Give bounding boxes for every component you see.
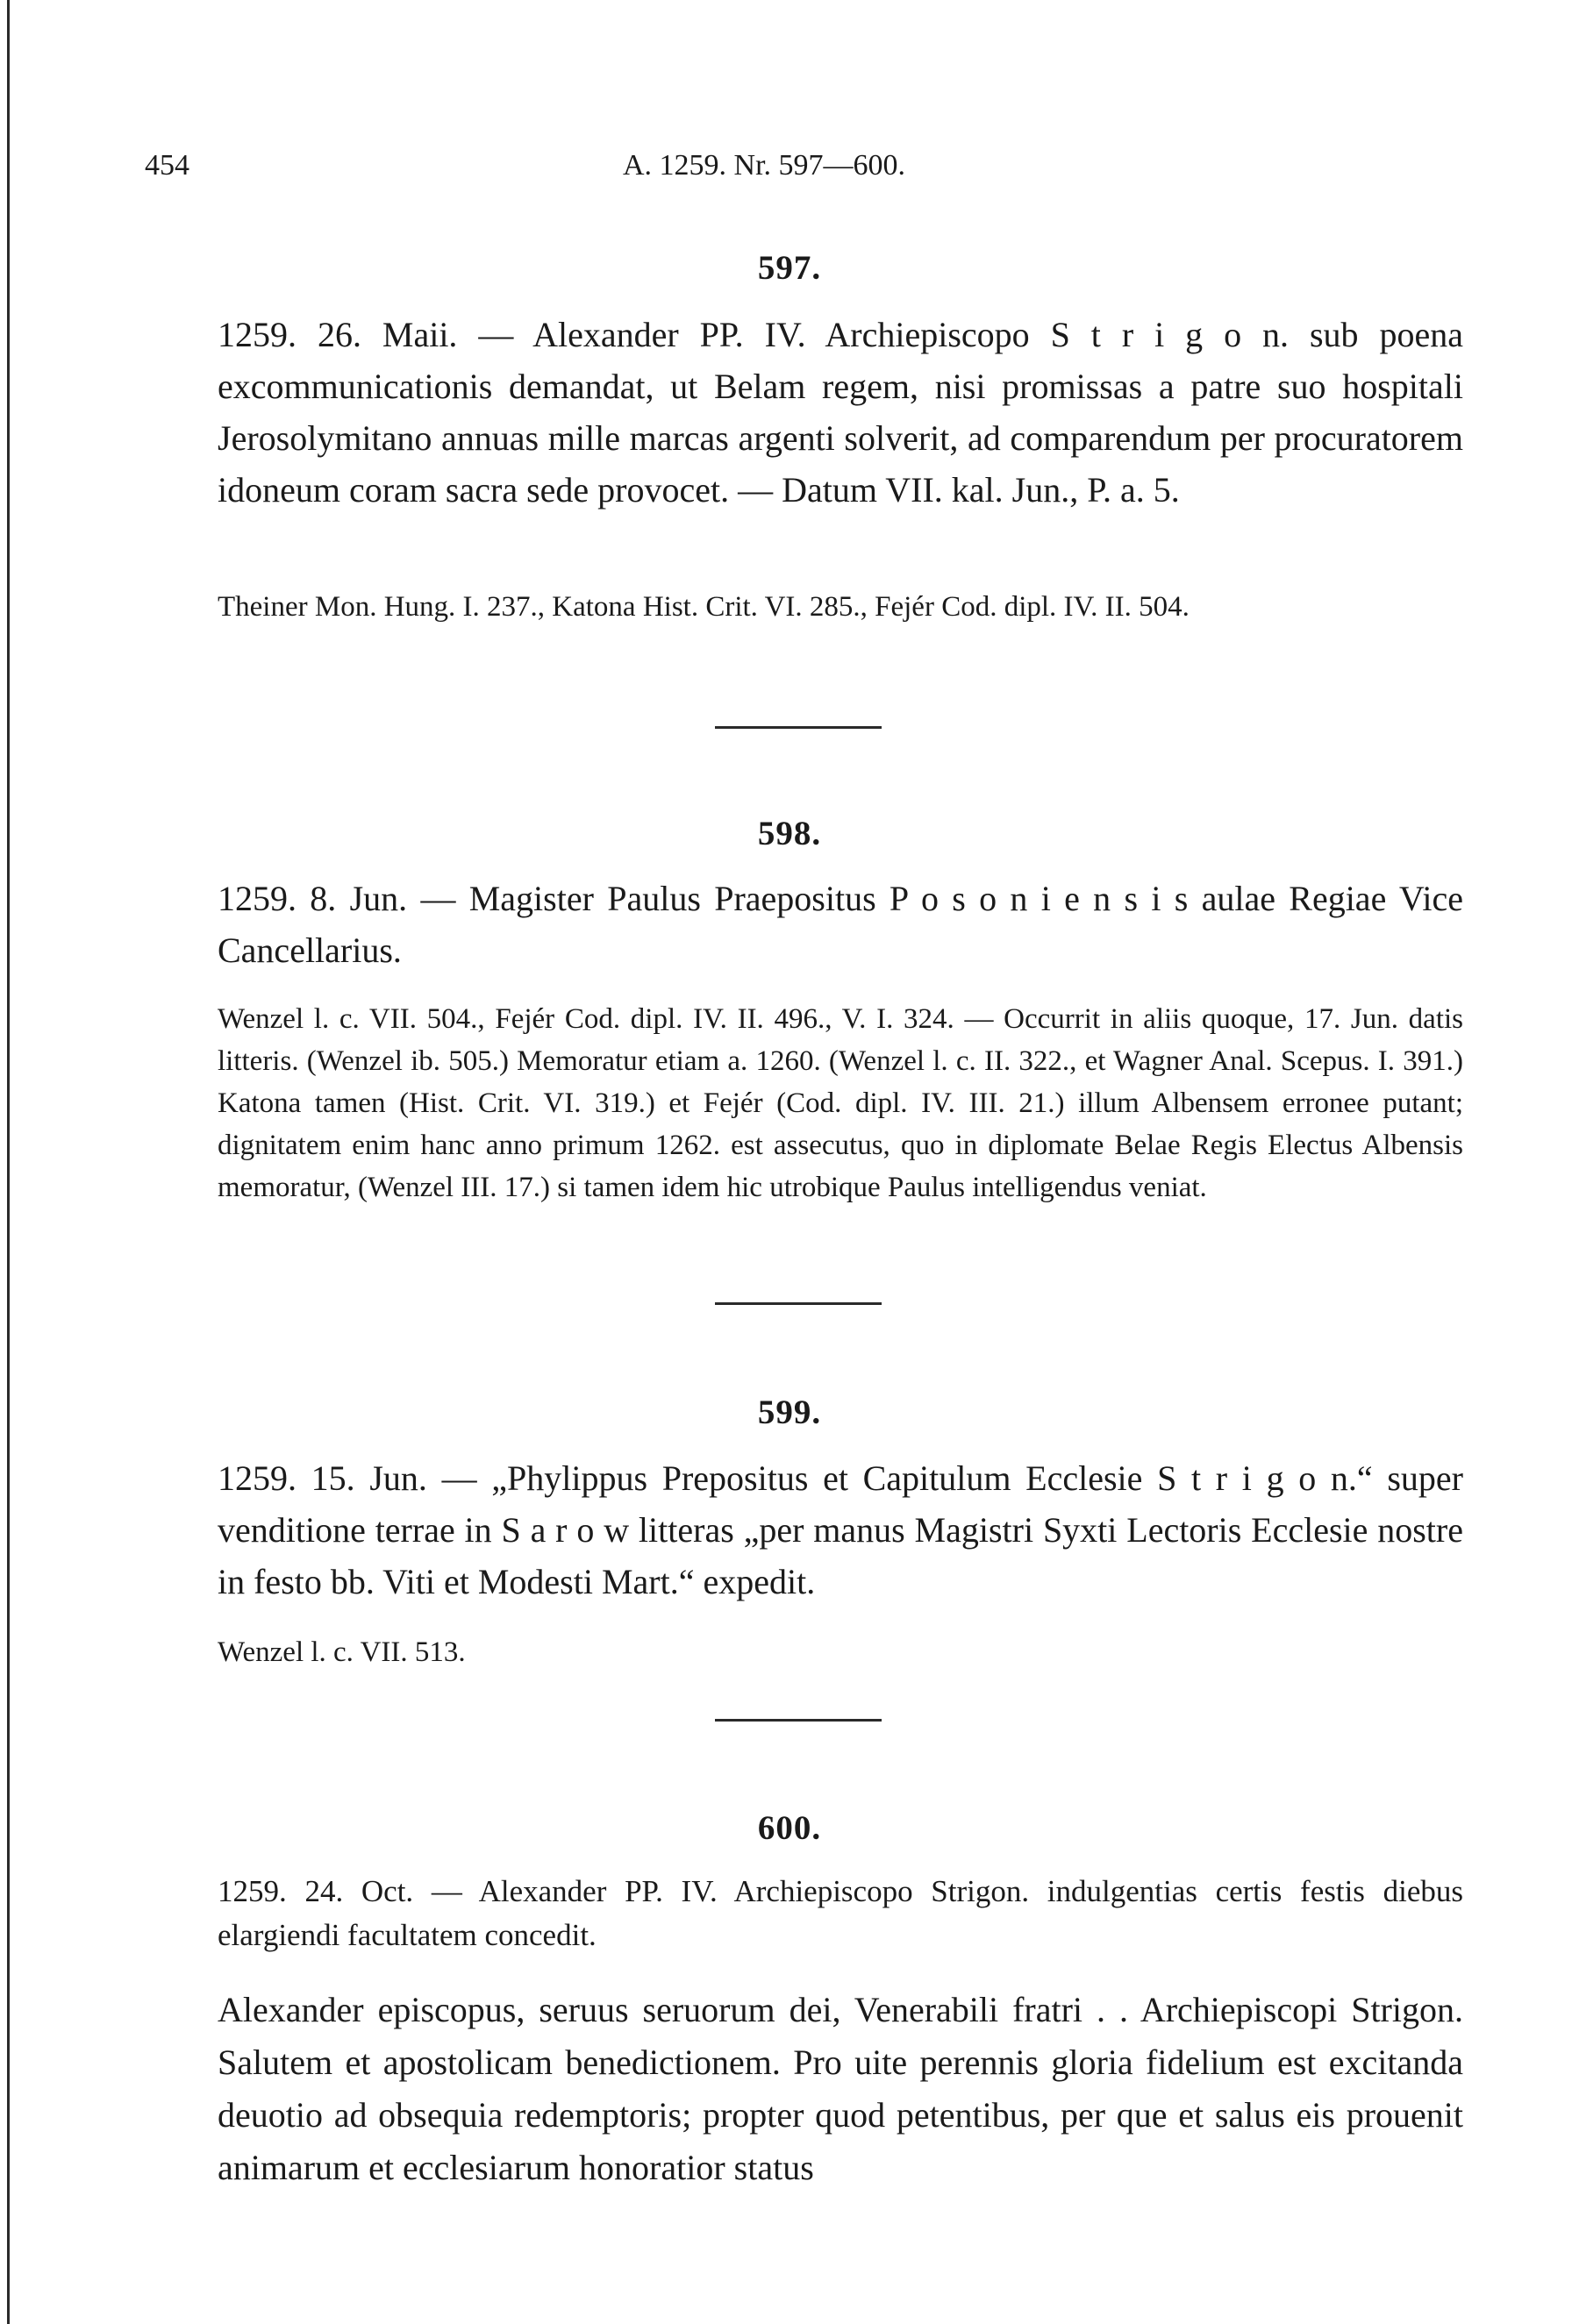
entry-597-regest: 1259. 26. Maii. — Alexander PP. IV. Archiepiscopo S t r i g o n. sub poena excommunicationis demandat, ut Belam regem, nisi promissas a patre suo hospitali Jerosolymitano annuas mille marcas argenti solverit, ad comparendum per procuratorem idoneum coram sacra sede provocet. — Datum VII. kal. Jun., P. a. 5.	[218, 315, 1463, 510]
separator-rule	[715, 726, 882, 729]
entry-597-source: Theiner Mon. Hung. I. 237., Katona Hist. Crit. VI. 285., Fejér Cod. dipl. IV. II. 504.	[218, 591, 1190, 623]
running-head	[145, 149, 1469, 193]
entry-599-source: Wenzel l. c. VII. 513.	[218, 1636, 466, 1668]
separator-rule	[715, 1719, 882, 1722]
entry-number-599: 599.	[757, 1394, 822, 1431]
entry-600-regest: 1259. 24. Oct. — Alexander PP. IV. Archiepiscopo Strigon. indulgentias certis festis diebus elargiendi facultatem concedit.	[218, 1874, 1463, 1952]
entry-number-600: 600.	[757, 1809, 822, 1847]
entry-number-597: 597.	[757, 249, 822, 287]
separator-rule	[715, 1302, 882, 1305]
entry-598-source: Wenzel l. c. VII. 504., Fejér Cod. dipl. IV. II. 496., V. I. 324. — Occurrit in aliis quoque, 17. Jun. datis litteris. (Wenzel ib. 505.) Memoratur etiam a. 1260. (Wenzel l. c. II. 322., et Wagner Anal. Scepus. I. 391.) Katona tamen (Hist. Crit. VI. 319.) et Fejér (Cod. dipl. IV. III. 21.) illum Albensem erronee putant; dignitatem enim hanc anno primum 1262. est assecutus, quo in diplomate Belae Regis Electus Albensis memoratur, (Wenzel III. 17.) si tamen idem hic utrobique Paulus intelligendus veniat.	[218, 1003, 1463, 1203]
entry-number-598: 598.	[757, 815, 822, 852]
running-title: A. 1259. Nr. 597—600.	[623, 149, 906, 182]
page-number: 454	[145, 149, 189, 182]
entry-598-regest: 1259. 8. Jun. — Magister Paulus Praepositus P o s o n i e n s i s aulae Regiae Vice Cancellarius.	[218, 879, 1463, 970]
entry-599-regest: 1259. 15. Jun. — „Phylippus Prepositus et Capitulum Ecclesie S t r i g o n.“ super venditione terrae in S a r o w litteras „per manus Magistri Syxti Lectoris Ecclesie nostre in festo bb. Viti et Modesti Mart.“ expedit.	[218, 1458, 1463, 1601]
entry-600-text: Alexander episcopus, seruus seruorum dei, Venerabili fratri . . Archiepiscopi Strigon. Salutem et apostolicam benedictionem. Pro uite perennis gloria fidelium est excitanda deuotio ad obsequia redemptoris; propter quod petentibus, per que et salus eis prouenit animarum et ecclesiarum honoratior status	[218, 1990, 1463, 2187]
